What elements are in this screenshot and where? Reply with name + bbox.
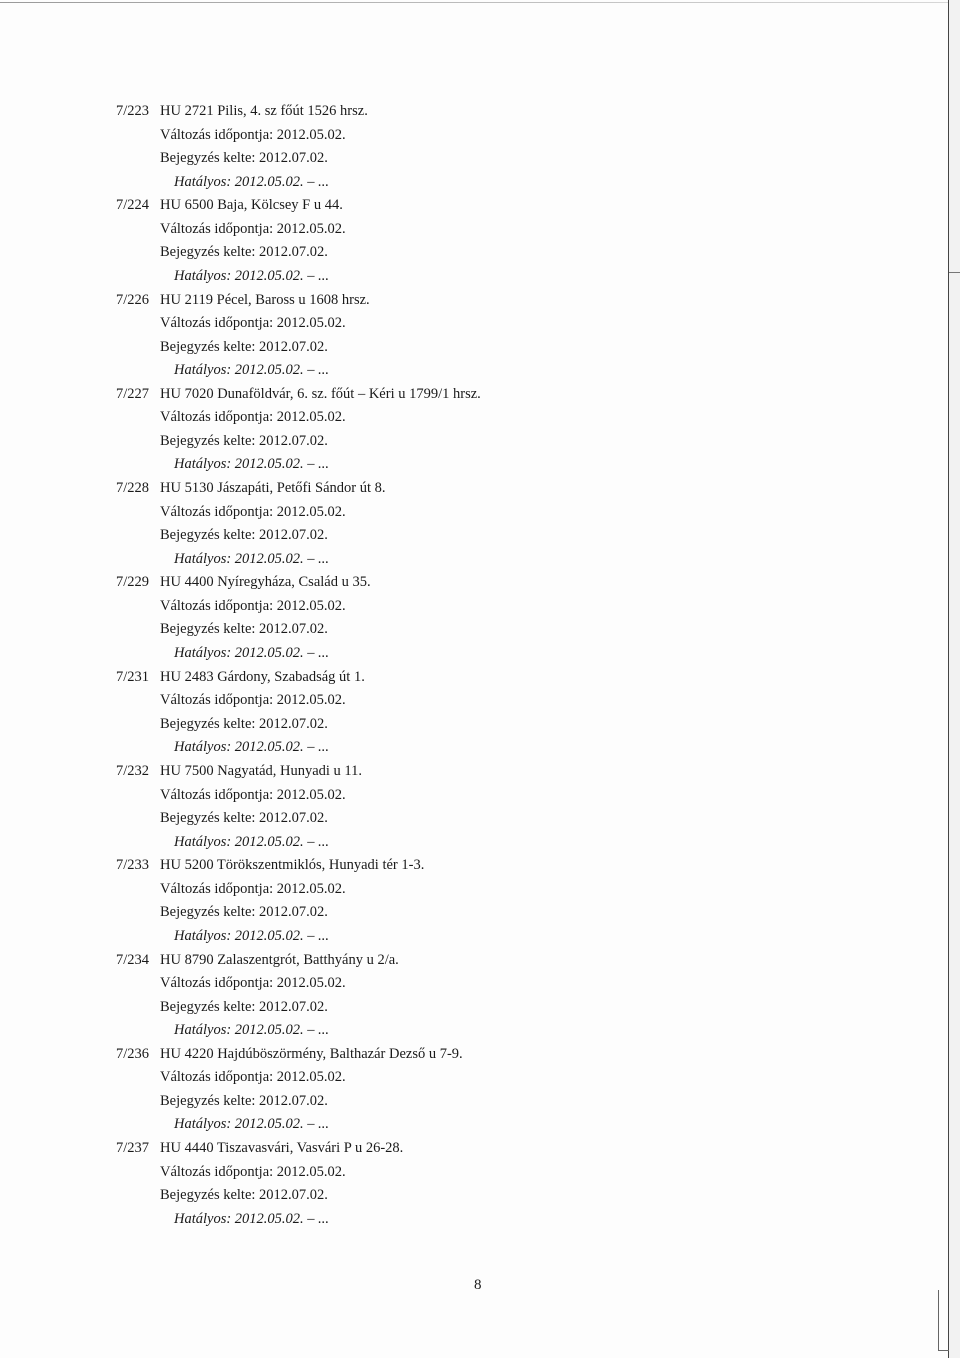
- entry-change-date: Változás időpontja: 2012.05.02.: [160, 220, 346, 237]
- entry-effective-date: Hatályos: 2012.05.02. – ...: [174, 927, 330, 944]
- entry-effective-date: Hatályos: 2012.05.02. – ...: [174, 362, 330, 379]
- entry-address: HU 4440 Tiszavasvári, Vasvári P u 26-28.: [160, 1140, 404, 1157]
- list-item: [0, 1045, 940, 1139]
- entry-number: 7/229: [116, 574, 150, 591]
- entry-number: 7/234: [116, 951, 150, 968]
- list-item: [0, 1139, 940, 1233]
- list-item: [0, 668, 940, 762]
- entry-address: HU 6500 Baja, Kölcsey F u 44.: [160, 197, 343, 214]
- entry-change-date: Változás időpontja: 2012.05.02.: [160, 126, 346, 143]
- entry-effective-date: Hatályos: 2012.05.02. – ...: [174, 1210, 330, 1227]
- entry-number: 7/226: [116, 291, 150, 308]
- entry-address: HU 5130 Jászapáti, Petőfi Sándor út 8.: [160, 480, 386, 497]
- list-item: [0, 762, 940, 856]
- list-item: [0, 196, 940, 290]
- entry-effective-date: Hatályos: 2012.05.02. – ...: [174, 644, 330, 661]
- entry-effective-date: Hatályos: 2012.05.02. – ...: [174, 1022, 330, 1039]
- entry-list: [0, 102, 940, 1234]
- entry-registration-date: Bejegyzés kelte: 2012.07.02.: [160, 715, 328, 732]
- entry-registration-date: Bejegyzés kelte: 2012.07.02.: [160, 432, 328, 449]
- entry-address: HU 2119 Pécel, Baross u 1608 hrsz.: [160, 291, 370, 308]
- list-item: [0, 573, 940, 667]
- entry-number: 7/236: [116, 1045, 150, 1062]
- entry-effective-date: Hatályos: 2012.05.02. – ...: [174, 739, 330, 756]
- entry-registration-date: Bejegyzés kelte: 2012.07.02.: [160, 338, 328, 355]
- entry-address: HU 7020 Dunaföldvár, 6. sz. főút – Kéri u 1799/1 hrsz.: [160, 385, 481, 402]
- entry-number: 7/223: [116, 103, 150, 119]
- scan-edge-top: [0, 2, 960, 3]
- entry-registration-date: Bejegyzés kelte: 2012.07.02.: [160, 527, 328, 544]
- entry-registration-date: Bejegyzés kelte: 2012.07.02.: [160, 1187, 328, 1204]
- entry-address: HU 5200 Törökszentmiklós, Hunyadi tér 1-3.: [160, 857, 425, 874]
- entry-effective-date: Hatályos: 2012.05.02. – ...: [174, 173, 330, 190]
- list-item: [0, 385, 940, 479]
- entry-change-date: Változás időpontja: 2012.05.02.: [160, 975, 346, 992]
- list-item: [0, 479, 940, 573]
- entry-change-date: Változás időpontja: 2012.05.02.: [160, 786, 346, 803]
- list-item: [0, 856, 940, 950]
- entry-registration-date: Bejegyzés kelte: 2012.07.02.: [160, 998, 328, 1015]
- entry-address: HU 7500 Nagyatád, Hunyadi u 11.: [160, 763, 363, 780]
- entry-change-date: Változás időpontja: 2012.05.02.: [160, 597, 346, 614]
- scan-margin-right: [949, 0, 960, 1358]
- entry-number: 7/224: [116, 197, 150, 214]
- entry-change-date: Változás időpontja: 2012.05.02.: [160, 880, 346, 897]
- list-item: [0, 291, 940, 385]
- list-item: [0, 951, 940, 1045]
- scan-mark: [949, 272, 960, 273]
- entry-address: HU 2483 Gárdony, Szabadság út 1.: [160, 668, 365, 685]
- entry-change-date: Változás időpontja: 2012.05.02.: [160, 409, 346, 426]
- entry-number: 7/227: [116, 385, 150, 402]
- entry-change-date: Változás időpontja: 2012.05.02.: [160, 1163, 346, 1180]
- entry-registration-date: Bejegyzés kelte: 2012.07.02.: [160, 1092, 328, 1109]
- entry-registration-date: Bejegyzés kelte: 2012.07.02.: [160, 904, 328, 921]
- entry-address: HU 4220 Hajdúböszörmény, Balthazár Dezső u 7-9.: [160, 1045, 463, 1062]
- entry-number: 7/233: [116, 857, 150, 874]
- entry-effective-date: Hatályos: 2012.05.02. – ...: [174, 550, 330, 567]
- entry-effective-date: Hatályos: 2012.05.02. – ...: [174, 267, 330, 284]
- entry-registration-date: Bejegyzés kelte: 2012.07.02.: [160, 621, 328, 638]
- entry-change-date: Változás időpontja: 2012.05.02.: [160, 1069, 346, 1086]
- entry-address: HU 8790 Zalaszentgrót, Batthyány u 2/a.: [160, 951, 399, 968]
- entry-registration-date: Bejegyzés kelte: 2012.07.02.: [160, 244, 328, 261]
- entry-number: 7/237: [116, 1140, 150, 1157]
- entry-effective-date: Hatályos: 2012.05.02. – ...: [174, 833, 330, 850]
- entry-registration-date: Bejegyzés kelte: 2012.07.02.: [160, 150, 328, 166]
- entry-number: 7/231: [116, 668, 150, 685]
- entry-effective-date: Hatályos: 2012.05.02. – ...: [174, 456, 330, 473]
- entry-number: 7/232: [116, 763, 150, 780]
- entry-change-date: Változás időpontja: 2012.05.02.: [160, 692, 346, 709]
- page-number: 8: [474, 1277, 482, 1293]
- scan-corner-mark: [938, 1290, 949, 1351]
- list-item: [0, 102, 940, 196]
- entry-address: HU 2721 Pilis, 4. sz főút 1526 hrsz.: [160, 103, 368, 119]
- entry-effective-date: Hatályos: 2012.05.02. – ...: [174, 1116, 330, 1133]
- entry-registration-date: Bejegyzés kelte: 2012.07.02.: [160, 810, 328, 827]
- entry-change-date: Változás időpontja: 2012.05.02.: [160, 503, 346, 520]
- entry-number: 7/228: [116, 480, 150, 497]
- entry-address: HU 4400 Nyíregyháza, Család u 35.: [160, 574, 371, 591]
- entry-change-date: Változás időpontja: 2012.05.02.: [160, 315, 346, 332]
